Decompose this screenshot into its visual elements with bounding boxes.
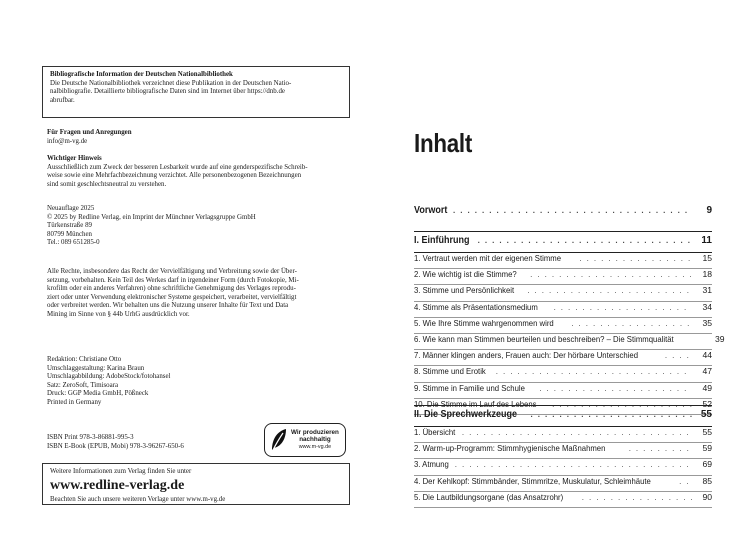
toc-entry[interactable]: [414, 269, 712, 285]
notice-line: Ausschließlich zum Zweck der besseren Lesbarkeit wurde auf eine genderspezifische Schreib-: [47, 163, 308, 171]
toc-entry-label: 1. Vertraut werden mit der eigenen Stimme: [414, 253, 562, 263]
badge-line-2: nachhaltig: [299, 436, 331, 444]
toc-entry-page: 9: [706, 205, 712, 216]
phone-line: Tel.: 089 651285-0: [47, 239, 100, 247]
toc-leader: [679, 477, 692, 486]
website-url[interactable]: www.redline-verlag.de: [50, 478, 185, 493]
publisher-block: [47, 205, 347, 248]
toc-entry-label: 9. Stimme in Familie und Schule: [414, 382, 525, 393]
website-outro: Beachten Sie auch unsere weiteren Verlage unter www.m-vg.de: [50, 496, 226, 503]
copyright-line: © 2025 by Redline Verlag, ein Imprint der Münchner Verlagsgruppe GmbH: [47, 213, 256, 221]
toc-entry-label: 7. Männer klingen anders, Frauen auch: Der hörbare Unterschied: [414, 350, 639, 361]
toc-leader: [462, 428, 692, 437]
notice-line: sind somit geschlechtsneutral zu verstehen.: [47, 180, 167, 188]
toc-leader: [665, 351, 692, 360]
toc-entry-label: 4. Der Kehlkopf: Stimmbänder, Stimmritze, Muskulatur, Schleimhäute: [414, 475, 651, 486]
credit-line: Redaktion: Christiane Otto: [47, 356, 122, 363]
toc-entry-page: 35: [702, 317, 712, 328]
notice-heading: Wichtiger Hinweis: [47, 155, 102, 162]
toc-leader: [527, 286, 692, 295]
toc-entry-page: 34: [702, 301, 712, 312]
toc-entry[interactable]: [414, 350, 712, 366]
toc-leader: [571, 319, 692, 328]
toc-entry-label: 8. Stimme und Erotik: [414, 366, 486, 377]
isbn-ebook: ISBN E-Book (EPUB, Mobi) 978-3-96267-650-6: [47, 442, 184, 450]
toc-entry[interactable]: [414, 333, 725, 350]
toc-entry-page: 18: [702, 269, 712, 280]
toc-entry-label: 3. Atmung: [414, 459, 449, 470]
toc-entry[interactable]: [414, 476, 712, 492]
bibliographic-info-line: abrufbar.: [50, 96, 75, 104]
sustainability-badge: [264, 423, 346, 457]
toc-entry-page: 85: [702, 475, 712, 486]
bibliographic-info-title: Bibliografische Information der Deutschen Nationalbibliothek: [50, 71, 233, 78]
rights-block: [47, 268, 347, 320]
toc-leader: [453, 206, 692, 215]
toc-leader: [554, 303, 692, 312]
notice-block: [47, 155, 347, 189]
badge-url: www.m-vg.de: [298, 443, 332, 450]
credit-line: Umschlagabbildung: AdobeStock/fotohansel: [47, 373, 171, 381]
toc-entry-vorwort[interactable]: [414, 205, 712, 221]
toc-section-2: [414, 405, 712, 508]
toc-entry-label: 5. Die Lautbildungsorgane (das Ansatzrohr): [414, 491, 564, 502]
toc-leader: [478, 236, 692, 245]
toc-leader: [579, 254, 692, 263]
isbn-print: ISBN Print 978-3-86881-995-3: [47, 434, 134, 441]
toc-leader: [455, 460, 692, 469]
toc-entry-label: 2. Warm-up-Programm: Stimmhygienische Maßnahmen: [414, 443, 606, 454]
toc-section-heading[interactable]: [414, 405, 712, 427]
leaf-icon: [270, 428, 288, 452]
toc-entry-page: 44: [702, 350, 712, 361]
toc-entry[interactable]: [414, 366, 712, 382]
address-city: 80799 München: [47, 230, 92, 238]
toc-entry-page: 39: [714, 333, 725, 344]
rights-line: setzung, vorbehalten. Kein Teil des Werkes darf in irgendeiner Form (durch Fotokopie, Mi-: [47, 276, 299, 284]
toc-entry-label: 5. Wie Ihre Stimme wahrgenommen wird: [414, 317, 554, 328]
toc-page: [375, 0, 750, 556]
toc-title: Inhalt: [414, 128, 473, 158]
toc-entry[interactable]: [414, 443, 712, 459]
toc-leader: [531, 410, 693, 419]
toc-vorwort: [414, 205, 712, 221]
address-street: Türkenstraße 89: [47, 222, 92, 230]
toc-entry-label: 10. Die Stimme im Lauf des Lebens: [414, 398, 537, 409]
toc-entry[interactable]: [414, 285, 712, 301]
toc-leader: [539, 384, 692, 393]
bibliographic-info-line: Die Deutsche Nationalbibliothek verzeichnet diese Publikation in der Deutschen Natio-: [50, 79, 292, 87]
toc-entry-page: 47: [702, 366, 712, 377]
bibliographic-info-line: nalbibliografie. Detaillierte bibliografische Daten sind im Internet über https://dnb.de: [50, 88, 285, 96]
toc-section-label: I. Einführung: [414, 235, 470, 246]
toc-section-heading[interactable]: [414, 231, 712, 253]
credit-line: Satz: ZeroSoft, Timisoara: [47, 381, 119, 389]
toc-entry[interactable]: [414, 383, 712, 399]
edition-line: Neuauflage 2025: [47, 205, 95, 212]
toc-entry-label: 4. Stimme als Präsentationsmedium: [414, 301, 538, 312]
credit-line: Umschlaggestaltung: Karina Braun: [47, 364, 145, 372]
rights-line: krofilm oder ein anderes Verfahren) ohne schriftliche Genehmigung des Verlages reprodu-: [47, 285, 296, 293]
contact-block: [47, 129, 347, 146]
toc-leader: [629, 444, 692, 453]
toc-entry[interactable]: [414, 427, 712, 443]
rights-line: ziert oder unter Verwendung elektronischer Systeme gespeichert, verarbeitet, vervielfältigt: [47, 293, 297, 301]
toc-entry-label: 3. Stimme und Persönlichkeit: [414, 285, 515, 296]
rights-line: Alle Rechte, insbesondere das Recht der Vervielfältigung und Verbreitung sowie der Über-: [47, 268, 297, 275]
badge-line-1: Wir produzieren: [291, 429, 339, 437]
toc-entry-page: 52: [702, 398, 712, 409]
website-intro: Weitere Informationen zum Verlag finden Sie unter: [50, 468, 192, 475]
toc-entry[interactable]: [414, 318, 712, 334]
rights-line: Mining im Sinne von § 44b UrhG ausdrücklich vor.: [47, 310, 190, 318]
toc-entry[interactable]: [414, 459, 712, 475]
contact-heading: Für Fragen und Anregungen: [47, 129, 132, 136]
toc-entry-page: 55: [702, 427, 712, 437]
toc-leader: [530, 270, 692, 279]
toc-entry-page: 90: [702, 491, 712, 502]
toc-section-page: 55: [700, 409, 712, 420]
toc-entry[interactable]: [414, 253, 712, 269]
toc-entry-label: 2. Wie wichtig ist die Stimme?: [414, 269, 517, 280]
toc-entry-label: Vorwort: [414, 205, 448, 216]
notice-line: weise sowie eine Mehrfachbezeichnung verzichtet. Alle personenbezogenen Bezeichnungen: [47, 172, 302, 180]
website-box: [42, 463, 350, 505]
toc-entry-label: 6. Wie kann man Stimmen beurteilen und beschreiben? – Die Stimmqualität: [414, 333, 674, 344]
toc-entry-page: 59: [702, 443, 712, 454]
toc-section-1: [414, 231, 725, 415]
credits-block: [47, 356, 347, 408]
toc-entry-page: 69: [702, 459, 712, 470]
toc-leader: [582, 493, 692, 502]
contact-email: info@m-vg.de: [47, 137, 88, 145]
credit-line: Druck: GGP Media GmbH, Pößneck: [47, 390, 149, 398]
toc-entry-page: 15: [702, 253, 712, 263]
toc-entry[interactable]: [414, 492, 712, 508]
rights-line: oder verbreitet werden. Wir behalten uns die Nutzung unserer Inhalte für Text und Data: [47, 302, 289, 310]
toc-entry-page: 49: [702, 382, 712, 393]
credit-line: Printed in Germany: [47, 398, 102, 406]
toc-leader: [496, 367, 692, 376]
toc-entry[interactable]: [414, 302, 712, 318]
bibliographic-info-box: [42, 66, 350, 118]
toc-entry-page: 31: [702, 285, 712, 296]
toc-section-label: II. Die Sprechwerkzeuge: [414, 409, 518, 420]
toc-entry-label: 1. Übersicht: [414, 427, 456, 437]
toc-section-page: 11: [701, 235, 712, 246]
